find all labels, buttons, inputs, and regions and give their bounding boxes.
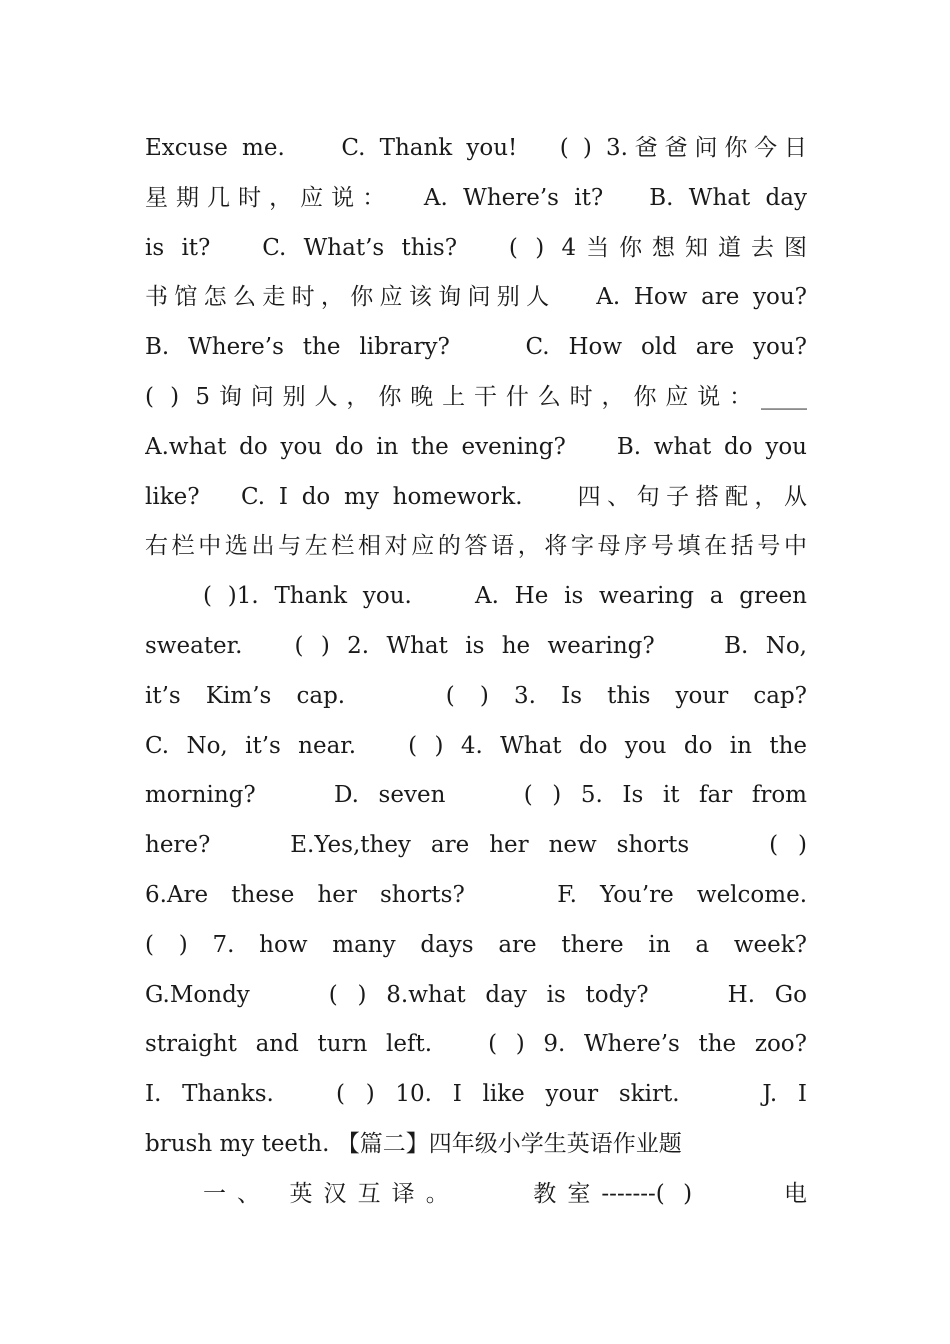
text-line-18: G.Mondy ( ) 8.what day is tody? H. Go	[145, 981, 807, 1008]
text-line-6: ( ) 5询问别人，你晚上干什么时，你应说：____	[145, 383, 807, 410]
text-line-20: I. Thanks. ( ) 10. I like your skirt. J. I	[145, 1081, 807, 1108]
text-line-13: C. No, it’s near. ( ) 4. What do you do in the	[145, 732, 807, 759]
text-line-4: 书馆怎么走时，你应该询问别人 A. How are you?	[145, 284, 807, 311]
text-line-1: Excuse me. C. Thank you! ( ) 3.爸爸问你今日	[145, 135, 807, 161]
text-line-12: it’s Kim’s cap. ( ) 3. Is this your cap?	[145, 682, 807, 709]
text-line-15: here? E.Yes,they are her new shorts ( )	[145, 832, 807, 859]
text-line-14: morning? D. seven ( ) 5. Is it far from	[145, 782, 807, 809]
text-line-22: 一、 英汉互译。 教室-------( ) 电	[203, 1180, 807, 1207]
text-line-17: ( ) 7. how many days are there in a week?	[145, 931, 807, 958]
text-line-9: 右栏中选出与左栏相对应的答语，将字母序号填在括号中	[145, 533, 807, 560]
text-line-3: is it? C. What’s this? ( ) 4当你想知道去图	[145, 234, 807, 261]
text-line-21: brush my teeth. 【篇二】四年级小学生英语作业题	[145, 1130, 682, 1157]
text-line-5: B. Where’s the library? C. How old are you?	[145, 334, 807, 361]
text-line-19: straight and turn left. ( ) 9. Where’s the zoo?	[145, 1031, 807, 1058]
text-line-7: A.what do you do in the evening? B. what do you	[145, 433, 807, 460]
text-line-8: like? C. I do my homework. 四、句子搭配，从	[145, 483, 807, 510]
text-line-10: ( )1. Thank you. A. He is wearing a green	[203, 583, 807, 610]
body-text	[145, 124, 807, 1220]
text-line-16: 6.Are these her shorts? F. You’re welcome.	[145, 881, 807, 908]
text-line-2: 星期几时，应说： A. Where’s it? B. What day	[145, 184, 807, 211]
text-line-11: sweater. ( ) 2. What is he wearing? B. No,	[145, 632, 807, 659]
